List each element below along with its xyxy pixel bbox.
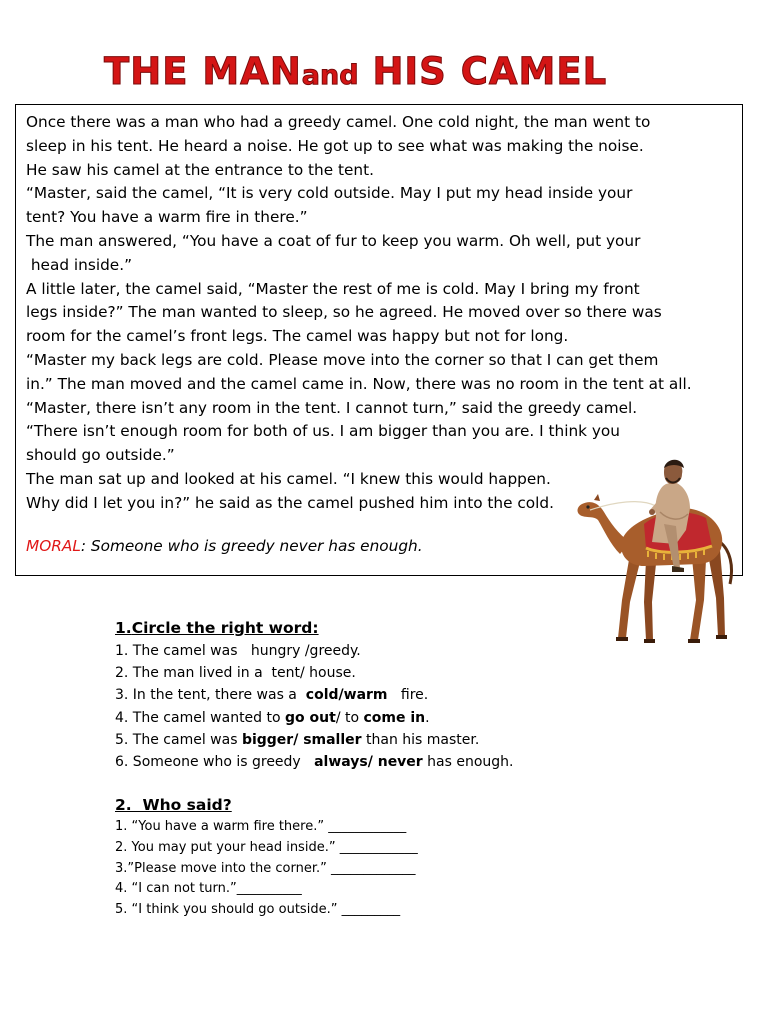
moral [26, 537, 423, 555]
moral-label: MORAL [26, 537, 81, 555]
exercise-1-item: 3. In the tent, there was a cold/warm fire. [115, 687, 429, 704]
story-line: “Master, there isn’t any room in the tent. I cannot turn,” said the greedy camel. [26, 398, 638, 417]
exercise-1-item: 5. The camel was bigger/ smaller than his master. [115, 731, 480, 748]
story-line: sleep in his tent. He heard a noise. He got up to see what was making the noise. [26, 136, 644, 155]
page-title: THE MANand HIS CAMEL [104, 50, 608, 93]
exercise-circle-right-word [115, 616, 514, 773]
exercise-2-item: 4. “I can not turn.”__________ [115, 881, 302, 897]
moral-text: : Someone who is greedy never has enough. [80, 537, 423, 555]
exercise-2-heading: 2. Who said? [115, 796, 232, 814]
story-line: He saw his camel at the entrance to the tent. [26, 160, 374, 179]
story-line: legs inside?” The man wanted to sleep, so he agreed. He moved over so there was [26, 303, 662, 322]
story-line: The man answered, “You have a coat of fur to keep you warm. Oh well, put your [26, 231, 641, 250]
exercise-2-item: 1. “You have a warm fire there.” ____________ [115, 819, 407, 834]
story-line: A little later, the camel said, “Master the rest of me is cold. May I bring my front [26, 279, 640, 298]
exercise-1-item: 6. Someone who is greedy always/ never has enough. [115, 753, 514, 770]
camel-rider-illustration [574, 450, 746, 650]
story-line: in.” The man moved and the camel came in. Now, there was no room in the tent at all. [26, 374, 692, 393]
exercise-1-item: 2. The man lived in a tent/ house. [115, 665, 356, 682]
story-line: Once there was a man who had a greedy camel. One cold night, the man went to [26, 113, 651, 131]
story-line: room for the camel’s front legs. The camel was happy but not for long. [26, 327, 569, 346]
story-line: head inside.” [26, 255, 132, 274]
story-line: “Master, said the camel, “It is very cold outside. May I put my head inside your [26, 184, 633, 203]
exercise-1-item: 4. The camel wanted to go out/ to come in. [115, 709, 430, 726]
exercise-1-item: 1. The camel was hungry /greedy. [115, 643, 361, 659]
exercise-2-item: 3.”Please move into the corner.” _____________ [115, 860, 416, 876]
story-line: Why did I let you in?” he said as the camel pushed him into the cold. [26, 493, 554, 512]
exercise-1-heading: 1.Circle the right word: [115, 619, 319, 637]
exercise-2-item: 5. “I think you should go outside.” _________ [115, 902, 401, 918]
story-line: “Master my back legs are cold. Please move into the corner so that I can get them [26, 350, 659, 369]
exercise-who-said [115, 793, 418, 921]
story-line: should go outside.” [26, 446, 175, 465]
story-line: “There isn’t enough room for both of us. I am bigger than you are. I think you [26, 422, 620, 441]
story-line: tent? You have a warm fire in there.” [26, 208, 308, 227]
exercise-2-item: 2. You may put your head inside.” ____________ [115, 839, 418, 855]
story-line: The man sat up and looked at his camel. “I knew this would happen. [26, 469, 551, 488]
